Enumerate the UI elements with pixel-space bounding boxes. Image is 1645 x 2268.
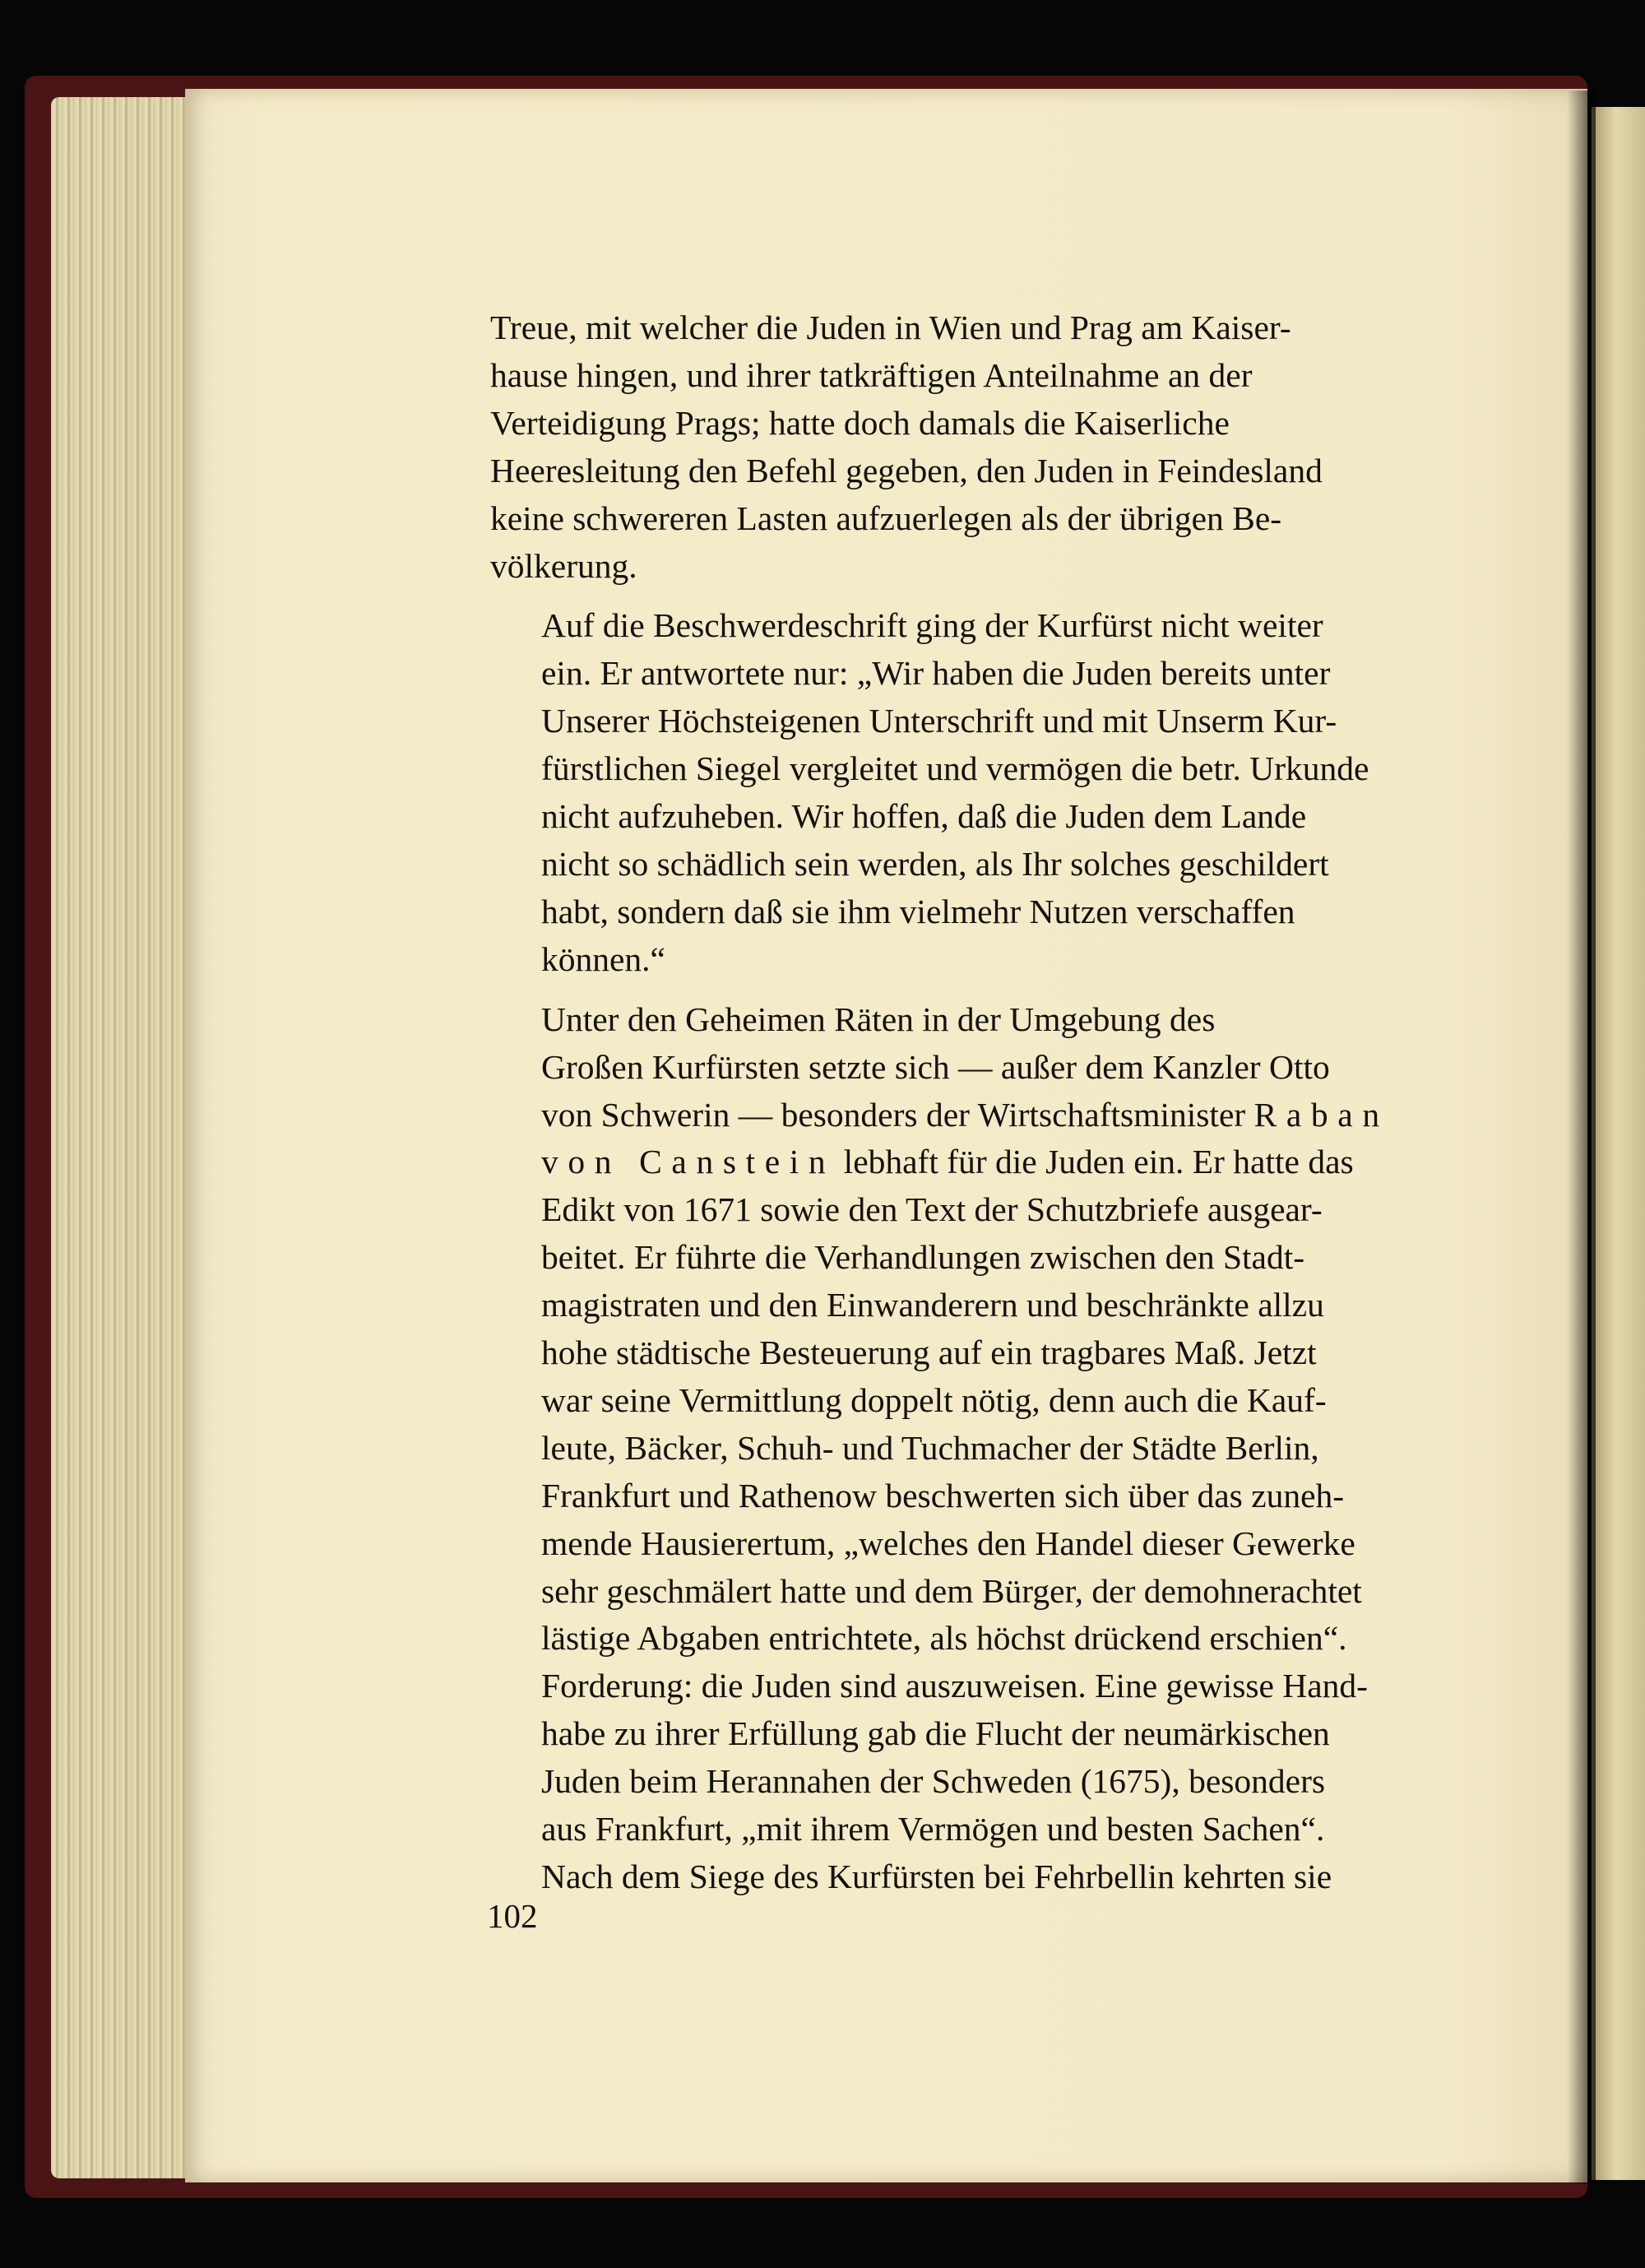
text-line: Unter den Geheimen Räten in der Umgebung des: [541, 999, 1216, 1038]
text-line: Edikt von 1671 sowie den Text der Schutzbriefe ausgear-: [541, 1190, 1323, 1229]
text-line: völkerung.: [490, 546, 637, 585]
gutter-shadow: [1567, 90, 1596, 2184]
paragraph-3: [490, 996, 1434, 1901]
text-line: können.“: [541, 939, 665, 978]
text-line: fürstlichen Siegel vergleitet und vermögen die betr. Urkunde: [541, 749, 1369, 788]
text-line: Juden beim Herannahen der Schweden (1675), besonders: [541, 1762, 1326, 1801]
text-line: war seine Vermittlung doppelt nötig, denn auch die Kauf-: [541, 1380, 1327, 1419]
text-line: hause hingen, und ihrer tatkräftigen Anteilnahme an der: [490, 355, 1253, 394]
text-line: leute, Bäcker, Schuh- und Tuchmacher der Städte Berlin,: [541, 1428, 1319, 1467]
text-line: lästige Abgaben entrichtete, als höchst drückend erschien“.: [541, 1619, 1347, 1658]
page-number: 102: [487, 1897, 538, 1935]
text-line: beitet. Er führte die Verhandlungen zwischen den Stadt-: [541, 1238, 1305, 1277]
spaced-name-raban: Raban: [1253, 1095, 1389, 1134]
text-line: sehr geschmälert hatte und dem Bürger, der demohnerachtet: [541, 1571, 1362, 1610]
text-line: habt, sondern daß sie ihm vielmehr Nutzen verschaffen: [541, 892, 1295, 930]
text-line: Treue, mit welcher die Juden in Wien und Prag am Kaiser-: [490, 308, 1291, 346]
text-line: [490, 1139, 1434, 1186]
paragraph-2: [490, 602, 1434, 983]
text-line: Frankfurt und Rathenow beschwerten sich über das zuneh-: [541, 1476, 1345, 1514]
text-line: habe zu ihrer Erfüllung gab die Flucht der neumärkischen: [541, 1714, 1330, 1753]
spaced-name-canstein: von Canstein: [541, 1143, 836, 1181]
text-line: Unserer Höchsteigenen Unterschrift und mit Unserm Kur-: [541, 702, 1337, 740]
text-line: Forderung: die Juden sind auszuweisen. Eine gewisse Hand-: [541, 1667, 1368, 1705]
text-line: hohe städtische Besteuerung auf ein tragbares Maß. Jetzt: [541, 1333, 1317, 1372]
body-text: [490, 304, 1434, 1913]
page-edges: [51, 97, 207, 2178]
paragraph-1: [490, 304, 1434, 590]
text-line: nicht so schädlich sein werden, als Ihr solches geschildert: [541, 844, 1329, 883]
text-line: ein. Er antwortete nur: „Wir haben die Juden bereits unter: [541, 654, 1331, 693]
text-segment: lebhaft für die Juden ein. Er hatte das: [843, 1143, 1354, 1181]
text-line: Heeresleitung den Befehl gegeben, den Juden in Feindesland: [490, 451, 1323, 489]
text-line: Auf die Beschwerdeschrift ging der Kurfürst nicht weiter: [541, 606, 1323, 645]
text-segment: Großen Kurfürsten setzte sich — außer dem Kanzler Otto: [541, 1047, 1330, 1086]
text-line: Verteidigung Prags; hatte doch damals die Kaiserliche: [490, 403, 1230, 442]
text-line: [490, 1092, 1434, 1139]
text-line: nicht aufzuheben. Wir hoffen, daß die Juden dem Lande: [541, 797, 1307, 836]
text-line: keine schwereren Lasten aufzuerlegen als der übrigen Be-: [490, 499, 1282, 537]
text-line: mende Hausierertum, „welches den Handel dieser Gewerke: [541, 1524, 1355, 1562]
text-line: Nach dem Siege des Kurfürsten bei Fehrbellin kehrten sie: [541, 1858, 1332, 1895]
text-segment: von Schwerin — besonders der Wirtschaftsminister: [541, 1095, 1246, 1134]
facing-page-edge: [1592, 107, 1645, 2180]
text-line: aus Frankfurt, „mit ihrem Vermögen und besten Sachen“.: [541, 1810, 1325, 1848]
text-line: [490, 1044, 1434, 1092]
text-line: magistraten und den Einwanderern und beschränkte allzu: [541, 1286, 1324, 1324]
